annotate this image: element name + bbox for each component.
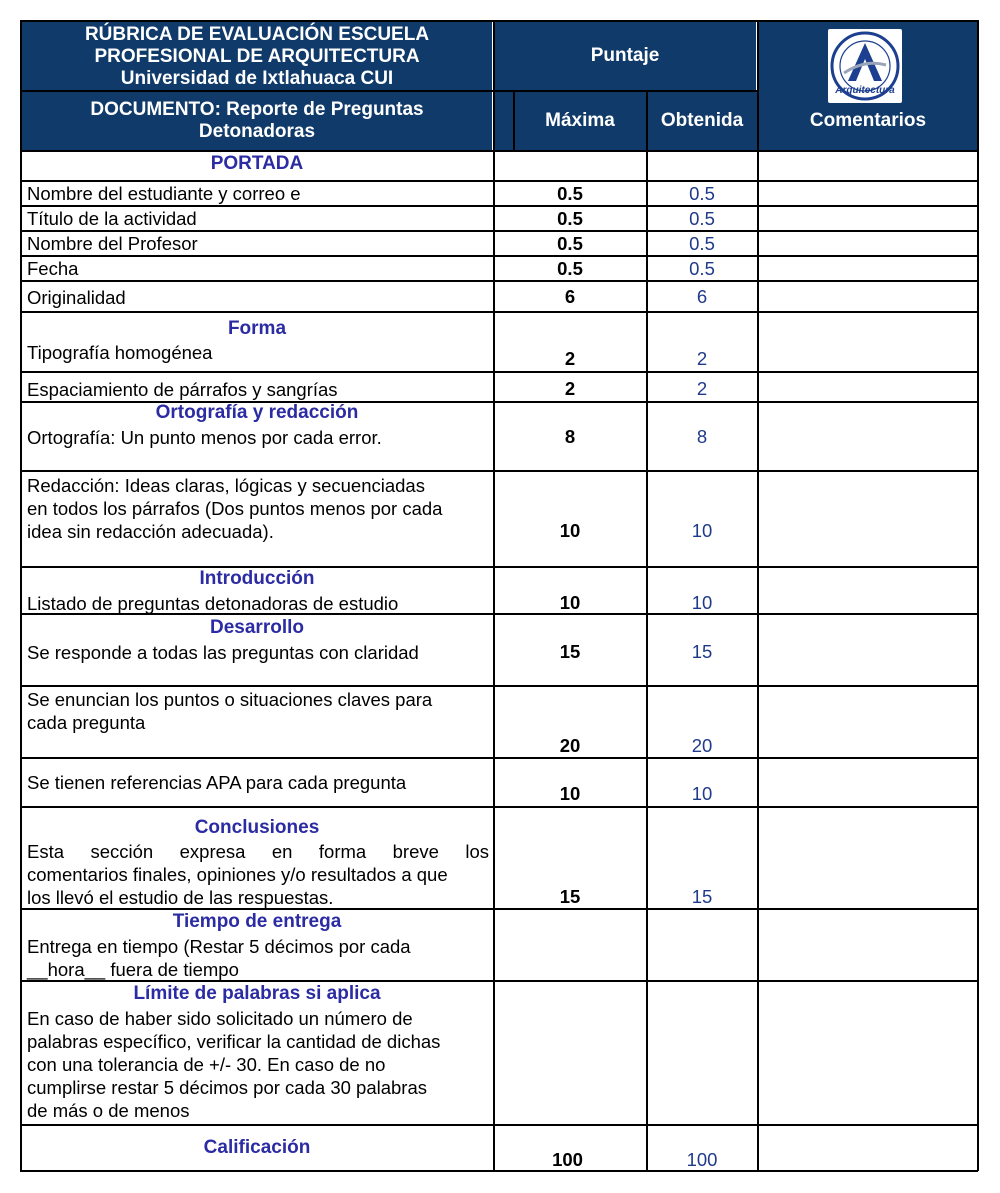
- table-border-left: [20, 20, 22, 1171]
- header-gap: [494, 92, 514, 150]
- enuncian-line-2: cada pregunta: [27, 712, 146, 733]
- row-label-responde: Se responde a todas las preguntas con claridad: [27, 642, 419, 663]
- section-limite: Límite de palabras si aplica: [133, 983, 381, 1004]
- table-border-top: [20, 20, 978, 22]
- obtained-score-espaciamiento: 2: [696, 378, 708, 399]
- section-conclusiones: Conclusiones: [194, 817, 320, 838]
- obtained-score-responde: 15: [691, 641, 713, 662]
- puntaje-header: Puntaje: [494, 22, 756, 90]
- obtained-score-enuncian: 20: [691, 735, 713, 756]
- max-score-espaciamiento: 2: [564, 378, 576, 399]
- row-label-limite: [27, 1007, 489, 1122]
- obtained-score-redaccion: 10: [691, 520, 713, 541]
- entrega-line-1: Entrega en tiempo (Restar 5 décimos por cada: [27, 936, 411, 957]
- row-label-originalidad: Originalidad: [27, 287, 126, 308]
- row-divider: [20, 685, 978, 687]
- row-label-conclusiones: [27, 840, 489, 909]
- conclusiones-line-1: Esta sección expresa en forma breve los: [27, 841, 489, 862]
- row-label-titulo: Título de la actividad: [27, 208, 197, 229]
- max-score-fecha: 0.5: [557, 258, 583, 279]
- row-divider: [20, 280, 978, 282]
- obtenida-header: Obtenida: [647, 92, 757, 150]
- comentarios-label: Comentarios: [809, 110, 927, 131]
- row-divider: [20, 757, 978, 759]
- title-line-3: Universidad de Ixtlahuaca CUI: [120, 68, 394, 89]
- section-forma: Forma: [227, 318, 287, 339]
- university-logo: [828, 29, 902, 103]
- obtained-score-tipografia: 2: [696, 348, 708, 369]
- column-divider: [757, 20, 759, 1171]
- limite-line-3: con una tolerancia de +/- 30. En caso de no: [27, 1054, 386, 1075]
- conclusiones-line-3: los llevó el estudio de las respuestas.: [27, 887, 334, 908]
- obtained-score-referencias: 10: [691, 783, 713, 804]
- obtained-score-ortografia: 8: [696, 426, 708, 447]
- obtained-score-nombre: 0.5: [689, 183, 715, 204]
- limite-line-4: cumplirse restar 5 décimos por cada 30 palabras: [27, 1077, 427, 1098]
- obtained-score-fecha: 0.5: [689, 258, 715, 279]
- title-line-2: PROFESIONAL DE ARQUITECTURA: [94, 46, 420, 67]
- max-score-enuncian: 20: [559, 735, 581, 756]
- row-divider: [20, 806, 978, 808]
- row-divider: [20, 371, 978, 373]
- column-divider: [513, 91, 515, 151]
- obtained-score-titulo: 0.5: [689, 208, 715, 229]
- max-score-originalidad: 6: [564, 286, 576, 307]
- row-label-ortografia: Ortografía: Un punto menos por cada error.: [27, 427, 382, 448]
- redaccion-line-2: en todos los párrafos (Dos puntos menos por cada: [27, 498, 443, 519]
- max-score-nombre: 0.5: [557, 183, 583, 204]
- row-label-tipografia: Tipografía homogénea: [27, 342, 213, 363]
- rubric-title: [22, 22, 492, 90]
- document-line-2: Detonadoras: [198, 121, 316, 142]
- row-label-enuncian: [27, 688, 489, 734]
- section-introduccion: Introducción: [199, 568, 315, 589]
- row-divider: [20, 90, 758, 92]
- table-border-right: [977, 20, 979, 1171]
- max-score-total: 100: [552, 1149, 583, 1170]
- document-line-1: DOCUMENTO: Reporte de Preguntas: [90, 99, 424, 120]
- max-score-listado: 10: [559, 592, 581, 613]
- title-line-1: RÚBRICA DE EVALUACIÓN ESCUELA: [84, 24, 430, 45]
- conclusiones-line-2: comentarios finales, opiniones y/o resultados a que: [27, 864, 448, 885]
- max-score-tipografia: 2: [564, 348, 576, 369]
- logo-text: Arquitectura: [835, 85, 895, 96]
- section-ortografia: Ortografía y redacción: [155, 402, 359, 423]
- row-label-espaciamiento: Espaciamiento de párrafos y sangrías: [27, 379, 338, 400]
- row-label-nombre: Nombre del estudiante y correo e: [27, 183, 301, 204]
- section-tiempo: Tiempo de entrega: [172, 911, 342, 932]
- row-label-entrega: [27, 935, 489, 981]
- obtained-score-originalidad: 6: [696, 286, 708, 307]
- obtained-score-total: 100: [686, 1149, 718, 1170]
- limite-line-2: palabras específico, verificar la cantidad de dichas: [27, 1031, 441, 1052]
- row-divider: [20, 470, 978, 472]
- entrega-line-2: __hora__ fuera de tiempo: [27, 959, 239, 980]
- comentarios-header: [758, 22, 978, 150]
- section-portada: PORTADA: [210, 153, 304, 174]
- max-score-redaccion: 10: [559, 520, 581, 541]
- document-title: [22, 92, 492, 150]
- obtained-score-conclusiones: 15: [691, 886, 713, 907]
- limite-line-5: de más o de menos: [27, 1100, 190, 1121]
- row-label-fecha: Fecha: [27, 258, 79, 279]
- row-label-referencias: Se tienen referencias APA para cada pregunta: [27, 772, 407, 793]
- row-label-listado: Listado de preguntas detonadoras de estudio: [27, 593, 399, 614]
- section-calificacion: Calificación: [203, 1137, 311, 1158]
- obtained-score-listado: 10: [691, 592, 713, 613]
- row-divider: [20, 150, 978, 152]
- max-score-responde: 15: [559, 641, 581, 662]
- enuncian-line-1: Se enuncian los puntos o situaciones claves para: [27, 689, 433, 710]
- redaccion-line-1: Redacción: Ideas claras, lógicas y secuenciadas: [27, 475, 425, 496]
- max-score-titulo: 0.5: [557, 208, 583, 229]
- max-score-referencias: 10: [559, 783, 581, 804]
- max-score-ortografia: 8: [564, 426, 576, 447]
- row-label-profesor: Nombre del Profesor: [27, 233, 198, 254]
- maxima-header: Máxima: [514, 92, 646, 150]
- row-divider: [20, 311, 978, 313]
- logo-emblem-icon: [828, 29, 902, 103]
- row-divider: [20, 1124, 978, 1126]
- obtained-score-profesor: 0.5: [689, 233, 715, 254]
- max-score-conclusiones: 15: [559, 886, 581, 907]
- limite-line-1: En caso de haber sido solicitado un número de: [27, 1008, 413, 1029]
- row-label-redaccion: [27, 474, 489, 543]
- section-desarrollo: Desarrollo: [210, 617, 304, 638]
- redaccion-line-3: idea sin redacción adecuada).: [27, 521, 274, 542]
- max-score-profesor: 0.5: [557, 233, 583, 254]
